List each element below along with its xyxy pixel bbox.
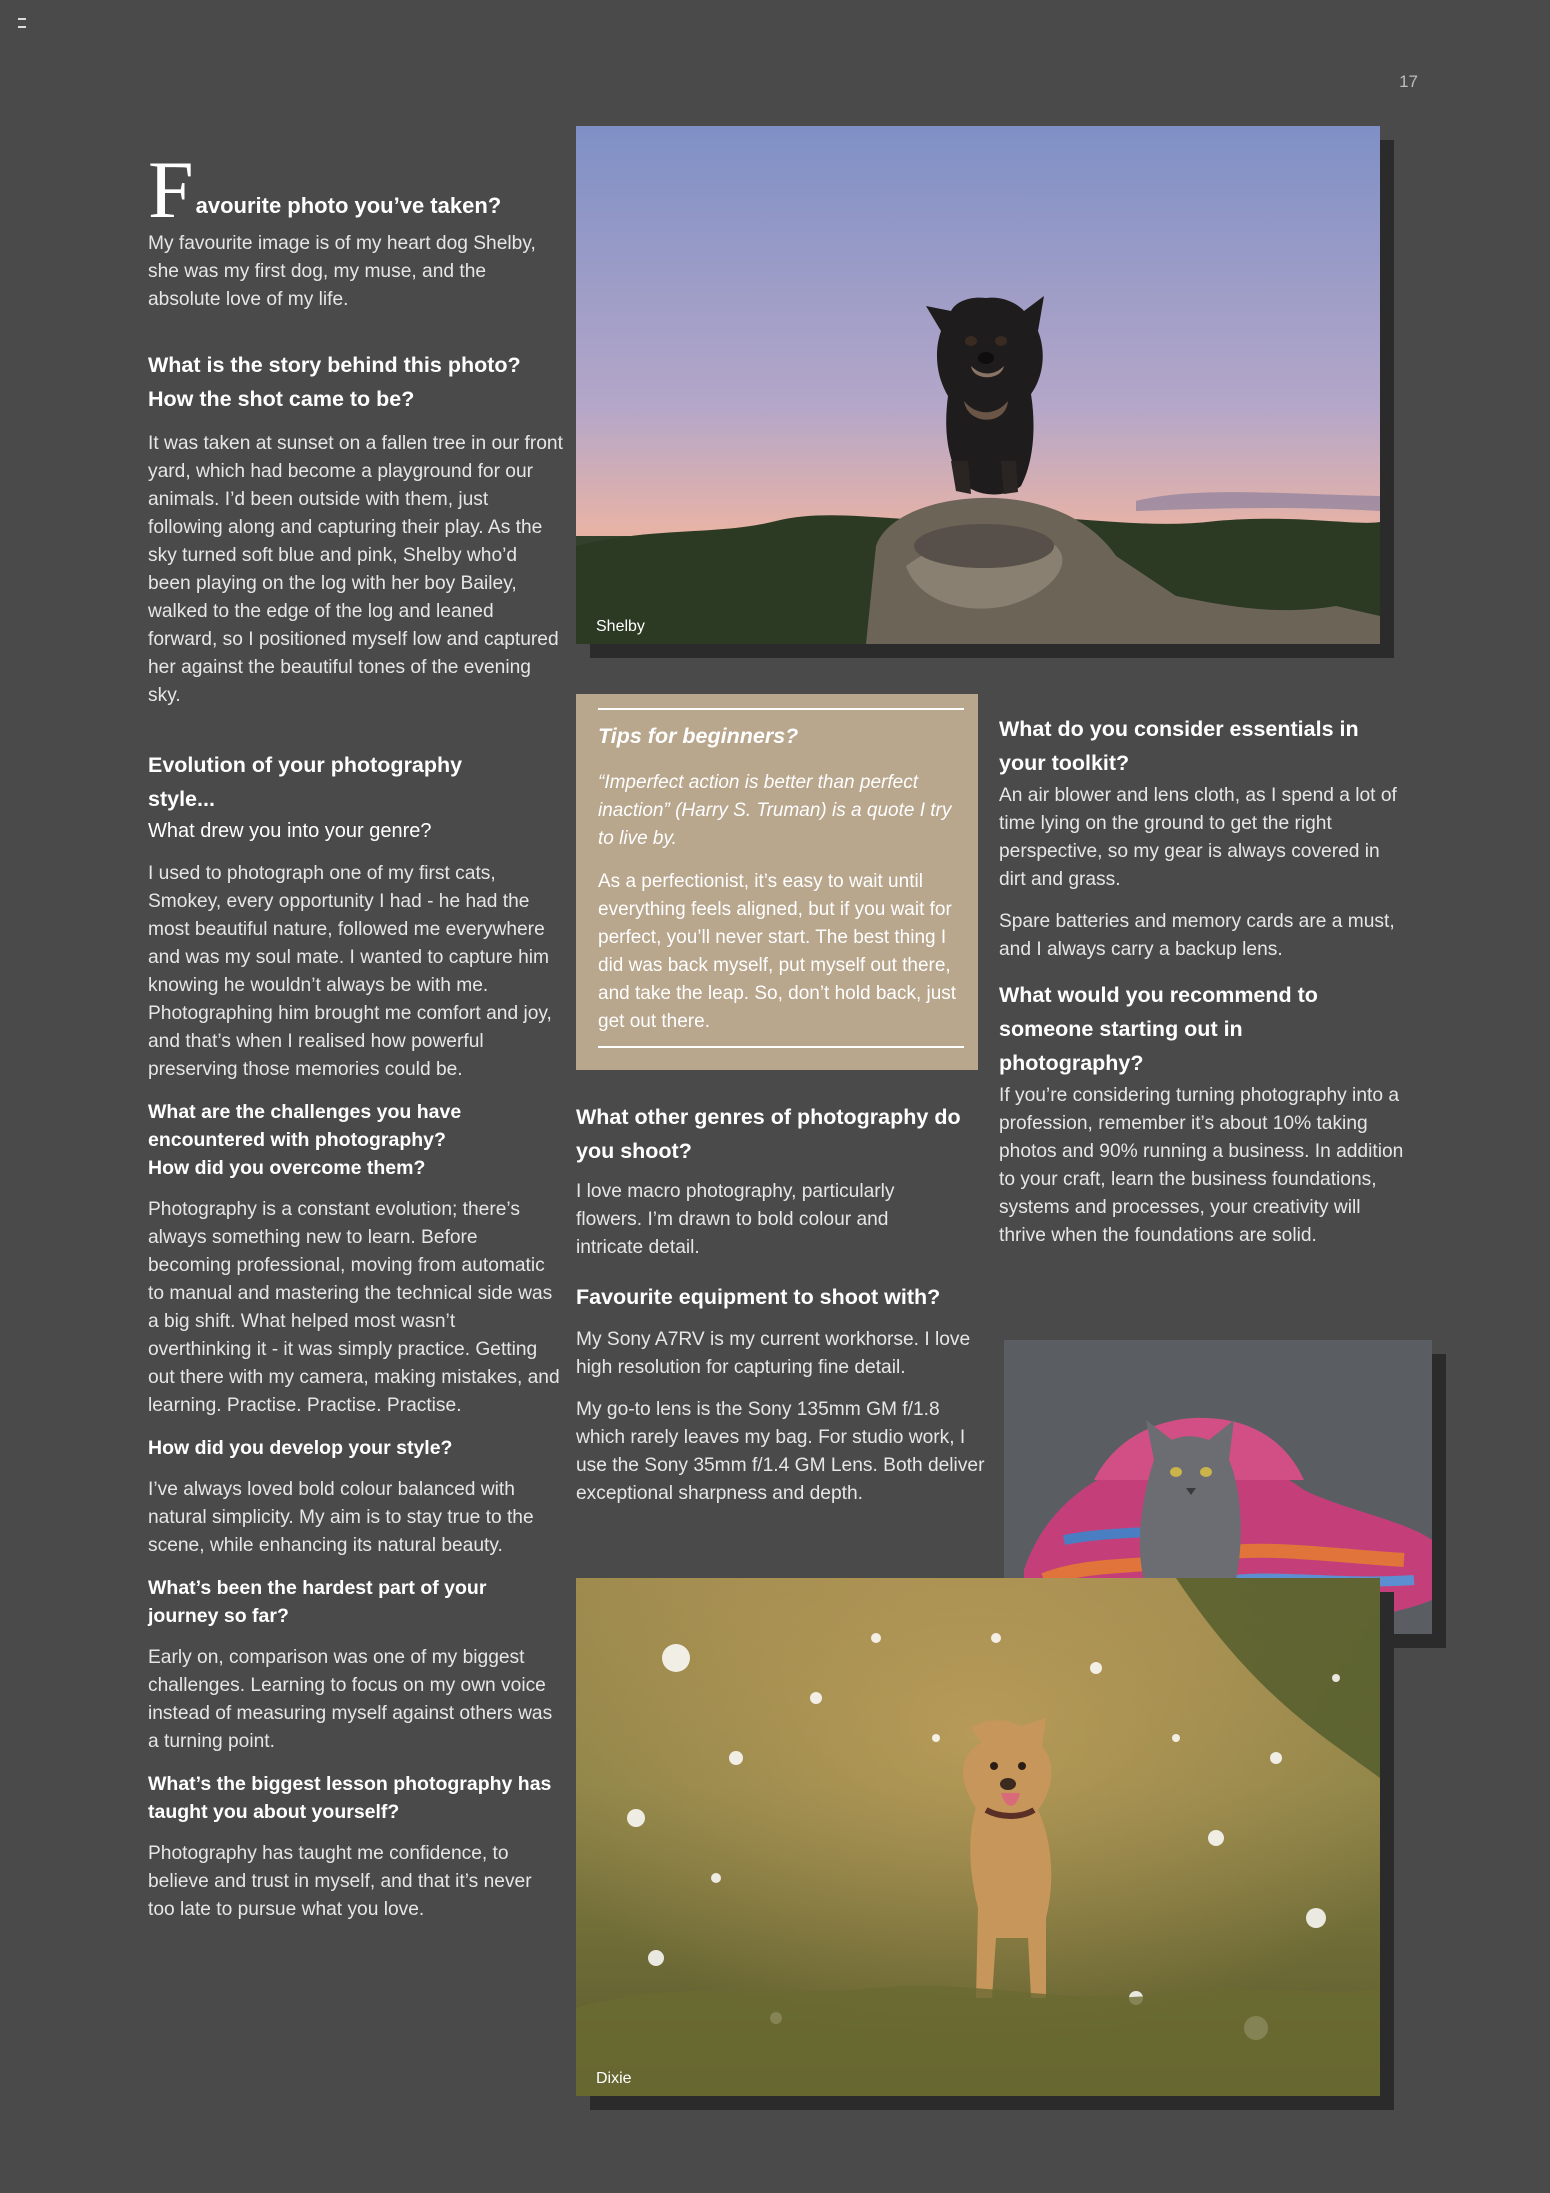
answer-paragraph: My favourite image is of my heart dog Shelby, she was my first dog, my muse, and the absolute love of my life.	[148, 233, 536, 310]
tips-body: As a perfectionist, it’s easy to wait until everything feels aligned, but if you wait for perfect, you’ll never start. The best thing I did was back myself, put myself out there, and take the leap. So, don’t hold back, just get out there.	[598, 871, 957, 1032]
dog-in-field-image	[576, 1578, 1380, 2096]
question-heading: Favourite equipment to shoot with?	[576, 1285, 941, 1309]
answer-paragraph: If you’re considering turning photography into a profession, remember it’s about 10% taking photos and 90% running a business. In addition to your craft, learn the business foundations, systems and processes, your creativity will thrive when the foundations are solid.	[999, 1085, 1404, 1246]
answer-paragraph: Early on, comparison was one of my biggest challenges. Learning to focus on my own voice instead of measuring myself against others was a turning point.	[148, 1647, 553, 1752]
photo-caption: Dixie	[596, 2070, 632, 2087]
tips-box	[576, 694, 978, 1070]
question-heading: What other genres of photography do you shoot?	[576, 1105, 961, 1163]
question-heading: What are the challenges you have encountered with photography? How did you overcome them?	[148, 1101, 462, 1179]
menu-icon[interactable]	[18, 18, 26, 28]
divider	[598, 708, 964, 710]
question-heading: What is the story behind this photo? How the shot came to be?	[148, 353, 521, 411]
tips-quote: “Imperfect action is better than perfect inaction” (Harry S. Truman) is a quote I try to live by.	[598, 772, 952, 849]
answer-paragraph: My go-to lens is the Sony 135mm GM f/1.8 which rarely leaves my bag. For studio work, I use the Sony 35mm f/1.4 GM Lens. Both deliver exceptional sharpness and depth.	[576, 1399, 985, 1504]
answer-paragraph: Photography has taught me confidence, to believe and trust in myself, and that it’s never too late to pursue what you love.	[148, 1843, 532, 1920]
answer-paragraph: Photography is a constant evolution; there’s always something new to learn. Before becoming professional, moving from automatic to manual and mastering the technical side was a big shift. What helped most wasn’t overthinking it - it was simply practice. Getting out there with my camera, making mistakes, and learning. Practise. Practise. Practise.	[148, 1199, 560, 1416]
photo-shelby	[576, 126, 1380, 644]
answer-paragraph: An air blower and lens cloth, as I spend a lot of time lying on the ground to get the right perspective, so my gear is always covered in dirt and grass.	[999, 785, 1397, 890]
question-favourite-photo	[148, 144, 563, 235]
question-heading: How did you develop your style?	[148, 1437, 453, 1459]
answer-paragraph: Spare batteries and memory cards are a must, and I always carry a backup lens.	[999, 911, 1395, 960]
drop-cap: F	[148, 144, 194, 235]
question-subheading: What drew you into your genre?	[148, 820, 432, 842]
question-heading: What’s the biggest lesson photography has taught you about yourself?	[148, 1773, 552, 1823]
dog-on-log-image	[576, 126, 1380, 644]
left-column	[148, 144, 563, 1924]
question-heading: Evolution of your photography style...	[148, 753, 463, 811]
right-column	[999, 712, 1409, 1250]
photo-caption: Shelby	[596, 618, 645, 635]
question-heading: What do you consider essentials in your toolkit?	[999, 717, 1359, 775]
divider	[598, 1046, 964, 1048]
answer-paragraph: I used to photograph one of my first cats, Smokey, every opportunity I had - he had the most beautiful nature, followed me everywhere and was my soul mate. I wanted to capture him knowing he wouldn’t always be with me. Photographing him brought me comfort and joy, and that’s when I realised how powerful preserving those memories could be.	[148, 863, 552, 1080]
photo-dixie	[576, 1578, 1380, 2096]
question-heading: What would you recommend to someone starting out in photography?	[999, 983, 1318, 1075]
answer-paragraph: I’ve always loved bold colour balanced with natural simplicity. My aim is to stay true to the scene, while enhancing its natural beauty.	[148, 1479, 534, 1556]
answer-paragraph: My Sony A7RV is my current workhorse. I love high resolution for capturing fine detail.	[576, 1329, 971, 1378]
answer-paragraph: I love macro photography, particularly flowers. I’m drawn to bold colour and intricate detail.	[576, 1181, 895, 1258]
answer-paragraph: It was taken at sunset on a fallen tree in our front yard, which had become a playground for our animals. I’d been outside with them, just following along and capturing their play. As the sky turned soft blue and pink, Shelby who’d been playing on the log with her boy Bailey, walked to the edge of the log and leaned forward, so I positioned myself low and captured her against the beautiful tones of the evening sky.	[148, 433, 563, 706]
question-heading: avourite photo you’ve taken?	[195, 193, 502, 218]
page-number: 17	[1399, 72, 1418, 91]
middle-column	[576, 1100, 986, 1508]
question-heading: What’s been the hardest part of your journey so far?	[148, 1577, 487, 1627]
tips-title: Tips for beginners?	[598, 724, 799, 748]
